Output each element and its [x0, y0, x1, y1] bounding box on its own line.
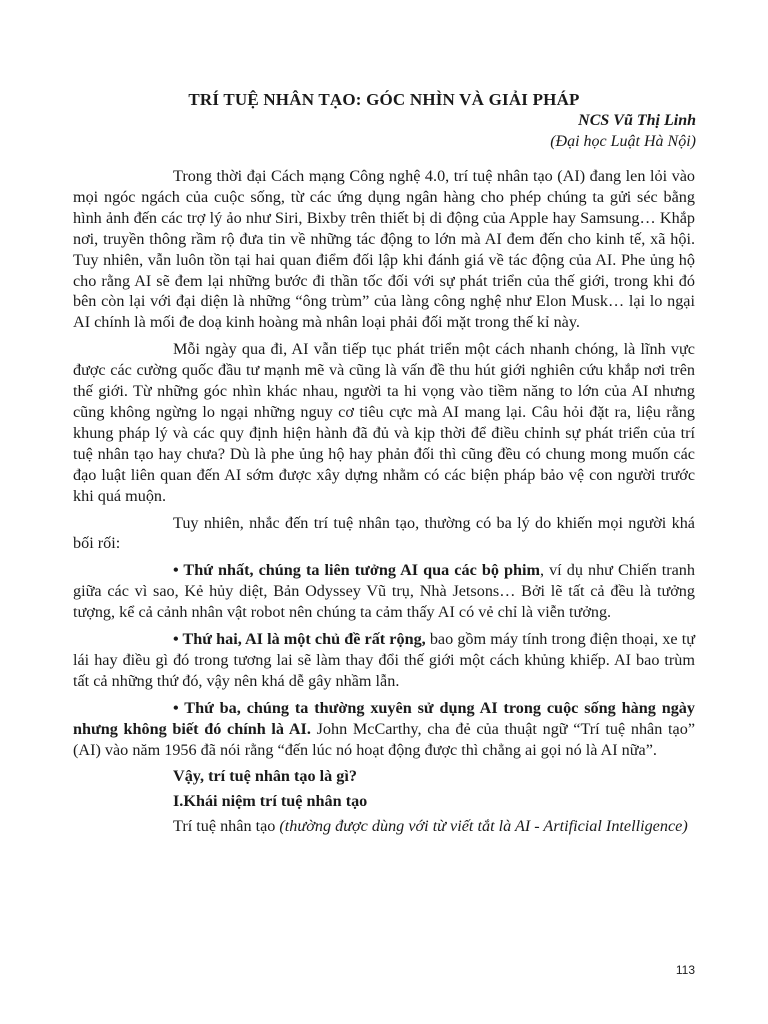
- bullet-first: [73, 560, 695, 623]
- definition-text: Trí tuệ nhân tạo: [173, 817, 280, 836]
- author-affiliation: (Đại học Luật Hà Nội): [550, 133, 696, 150]
- bullet-third-text: John McCarthy, cha đẻ của thuật ngữ “Trí tuệ nhân tạo” (AI) vào năm 1956 đã nói rằng “đến lúc nó hoạt động được thì chẳng ai gọi nó là AI nữa”.: [73, 719, 696, 759]
- bullet-first-text: , ví dụ như Chiến tranh giữa các vì sao, Kẻ hủy diệt, Bản Odyssey Vũ trụ, Nhà Jetsons… Bởi lẽ tất cả đều là tưởng tượng, kể cả cảnh nhân vật robot nên chúng ta cảm thấy AI có vẻ chỉ là viễn tưởng.: [73, 561, 695, 622]
- author-name: NCS Vũ Thị Linh: [578, 112, 696, 129]
- bullet-first-bold: • Thứ nhất, chúng ta liên tưởng AI qua các bộ phim: [173, 561, 540, 580]
- paragraph-intro: Trong thời đại Cách mạng Công nghệ 4.0, trí tuệ nhân tạo (AI) đang len lỏi vào mọi ngóc ngách của cuộc sống, từ các ứng dụng ngân hàng cho phép chúng ta gửi séc bằng hình ảnh đến các trợ lý ảo như Siri, Bixby trên thiết bị di động của Apple hay Samsung… Khắp nơi, truyền thông rầm rộ đưa tin về những tác động to lớn mà AI đem đến cho kinh tế, xã hội. Tuy nhiên, vẫn luôn tồn tại hai quan điểm đối lập khi đánh giá về tác động của AI. Phe ủng hộ cho rằng AI sẽ đem lại những bước đi thần tốc đối với sự phát triển của thế giới, trong khi đó bên còn lại với đại diện là những “ông trùm” của làng công nghệ như Elon Musk… lại lo ngại AI chính là mối đe doạ kinh hoàng mà nhân loại phải đối mặt trong thế kỉ này.: [73, 167, 695, 332]
- question-heading: Vậy, trí tuệ nhân tạo là gì?: [173, 767, 357, 786]
- bullet-third: [73, 698, 695, 761]
- definition-italic: (thường được dùng với từ viết tắt là AI - Artificial Intelligence): [279, 817, 688, 836]
- section-heading: I.Khái niệm trí tuệ nhân tạo: [173, 792, 368, 811]
- bullet-second: [73, 629, 695, 692]
- paragraph-reasons: Tuy nhiên, nhắc đến trí tuệ nhân tạo, thường có ba lý do khiến mọi người khá bối rối:: [73, 513, 695, 553]
- bullet-second-text: bao gồm máy tính trong điện thoại, xe tự lái hay điều gì đó trong tương lai sẽ làm thay đổi thế giới một cách khủng khiếp. AI bao trùm tất cả những thứ đó, vậy nên khá dễ gây nhầm lẫn.: [73, 630, 695, 690]
- paragraph-development: Mỗi ngày qua đi, AI vẫn tiếp tục phát triển một cách nhanh chóng, là lĩnh vực được các cường quốc đầu tư mạnh mẽ và cũng là vấn đề thu hút giới nghiên cứu khắp nơi trên thế giới. Từ những góc nhìn khác nhau, người ta hi vọng vào tiềm năng to lớn của AI nhưng cũng không ngừng lo ngại những nguy cơ tiêu cực mà AI mang lại. Câu hỏi đặt ra, liệu rằng khung pháp lý và các quy định hiện hành đã đủ và kịp thời để điều chỉnh sự phát triển của trí tuệ nhân tạo hay chưa? Dù là phe ủng hộ hay phản đối thì cũng đều có chung mong muốn các đạo luật liên quan đến AI sớm được xây dựng nhằm có các biện pháp bảo vệ con người trước khi quá muộn.: [73, 340, 695, 505]
- article-body: [73, 166, 695, 837]
- bullet-second-bold: • Thứ hai, AI là một chủ đề rất rộng,: [173, 630, 426, 649]
- bullet-third-bold: • Thứ ba, chúng ta thường xuyên sử dụng AI trong cuộc sống hàng ngày nhưng không biết đó chính là AI.: [73, 698, 695, 738]
- paragraph-definition: [73, 816, 695, 837]
- page-number: 113: [675, 963, 695, 977]
- article-title: TRÍ TUỆ NHÂN TẠO: GÓC NHÌN VÀ GIẢI PHÁP: [188, 90, 580, 109]
